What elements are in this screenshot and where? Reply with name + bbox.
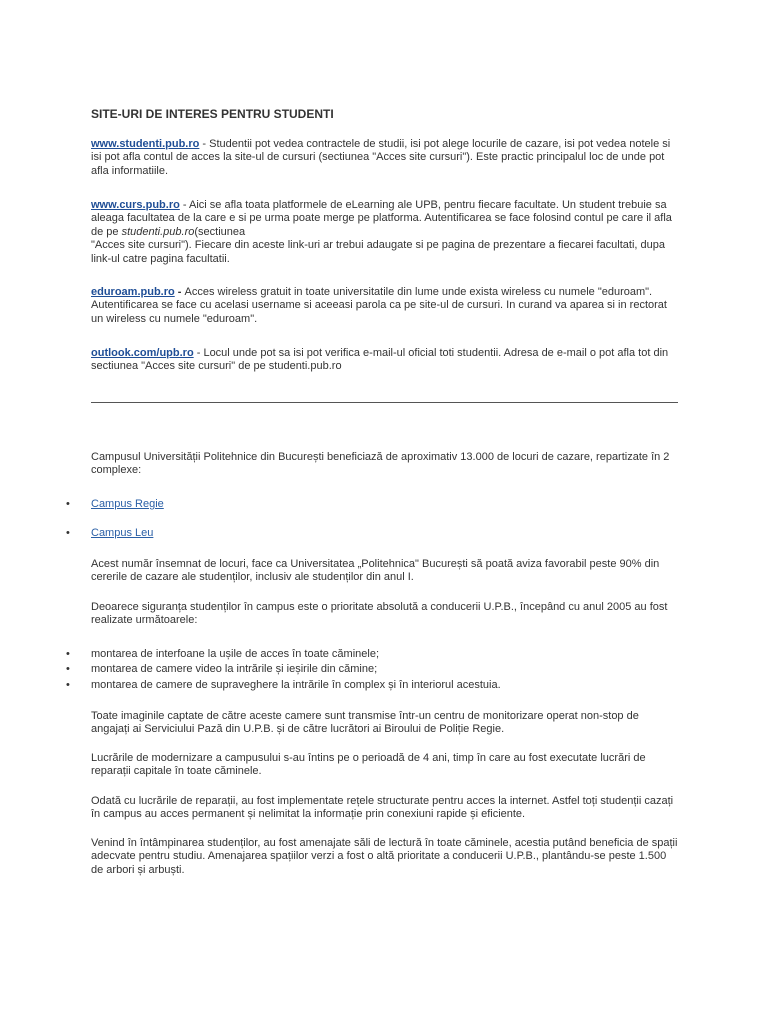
paragraph-network: Odată cu lucrările de reparații, au fost implementate rețele structurate pentru acces la internet. Astfel toți studenții cazați în campus au acces permanent și nelimitat la informație prin conexiuni rapide și eficiente. [91, 795, 674, 821]
curs-italic-site: studenti.pub.ro [121, 225, 195, 238]
security-item-text: montarea de camere video la intrările și ieșirile din cămine; [91, 663, 378, 675]
paragraph-places: Acest număr însemnat de locuri, face ca Universitatea „Politehnica" București să poată aviza favorabil peste 90% din cererile de cazare ale studenților, inclusiv ale studenților din anul I. [91, 558, 660, 584]
bullet-icon: • [66, 663, 70, 675]
site-entry-studenti [91, 138, 679, 178]
curs-description-cont: "Acces site cursuri"). Fiecare din aceste link-uri ar trebui adaugate si pe pagina de prezentare a fiecarei facultati, dupa link-ul catre pagina facultatii. [91, 239, 666, 265]
bullet-icon: • [66, 648, 70, 660]
site-entry-curs [91, 199, 679, 266]
outlook-link[interactable]: outlook.com/upb.ro [91, 347, 194, 359]
page-title: SITE-URI DE INTERES PENTRU STUDENTI [91, 107, 334, 121]
site-entry-outlook [91, 347, 679, 374]
paragraph-modernization: Lucrările de modernizare a campusului s-au întins pe o perioadă de 4 ani, timp în care au fost executate lucrări de reparații capitale în toate căminele. [91, 752, 646, 778]
campus-regie-link[interactable]: Campus Regie [91, 498, 164, 510]
bullet-icon: • [66, 527, 70, 539]
security-item-text: montarea de interfoane la ușile de acces în toate căminele; [91, 648, 380, 660]
curs-link[interactable]: www.curs.pub.ro [91, 199, 180, 211]
paragraph-security: Deoarece siguranța studenților în campus este o prioritate absolută a conducerii U.P.B., începând cu anul 2005 au fost realizate următoarele: [91, 601, 668, 627]
paragraph-reading-rooms: Venind în întâmpinarea studenților, au fost amenajate săli de lectură în toate căminele, acestia putând beneficia de spații adecvate pentru studiu. Amenajarea spațiilor verzi a fost o altă prioritate a conducerii U.P.B., plantându-se peste 1.500 de arbori și arbuști. [91, 837, 678, 876]
eduroam-description: Acces wireless gratuit in toate universitatile din lume unde exista wireless cu numele "eduroam". Autentificarea se face cu acelasi username si aceeasi parola ca pe site-ul de cursuri. In curand va aparea si in rectorat un wireless cu numele "eduroam". [91, 286, 667, 325]
curs-description: - Aici se afla toata platformele de eLearning ale UPB, pentru fiecare facultate. Un student trebuie sa aleaga facultatea de la care e si pe urma poate merge pe platforma. Autentificarea se face folosind contul pe care il afla de pe [91, 199, 672, 238]
campus-leu-link[interactable]: Campus Leu [91, 527, 154, 539]
paragraph-images: Toate imaginile captate de către aceste camere sunt transmise într-un centru de monitorizare operat non-stop de angajați ai Serviciului Pază din U.P.B. și de către lucrători ai Biroului de Poliție Regie. [91, 710, 639, 736]
security-item-text: montarea de camere de supraveghere la intrările în complex și în interiorul acestuia. [91, 679, 501, 691]
site-entry-eduroam [91, 286, 679, 326]
curs-description-paren: (sectiunea [194, 225, 246, 238]
outlook-description: - Locul unde pot sa isi pot verifica e-mail-ul oficial toti studentii. Adresa de e-mail o pot afla tot din sectiunea "Acces site cursuri" de pe studenti.pub.ro [91, 347, 669, 373]
campus-intro: Campusul Universității Politehnice din București beneficiază de aproximativ 13.000 de locuri de cazare, repartizate în 2 complexe: [91, 451, 670, 477]
horizontal-divider [91, 402, 678, 403]
bullet-icon: • [66, 679, 70, 691]
eduroam-dash: - [174, 286, 185, 298]
studenti-description: - Studentii pot vedea contractele de studii, isi pot alege locurile de cazare, isi pot vedea notele si isi pot afla contul de acces la site-ul de cursuri (sectiunea "Acces site cursuri"). Este practic principalul loc de unde pot afla informatiile. [91, 138, 671, 177]
studenti-link[interactable]: www.studenti.pub.ro [91, 138, 200, 150]
bullet-icon: • [66, 498, 70, 510]
eduroam-link[interactable]: eduroam.pub.ro [91, 286, 175, 298]
